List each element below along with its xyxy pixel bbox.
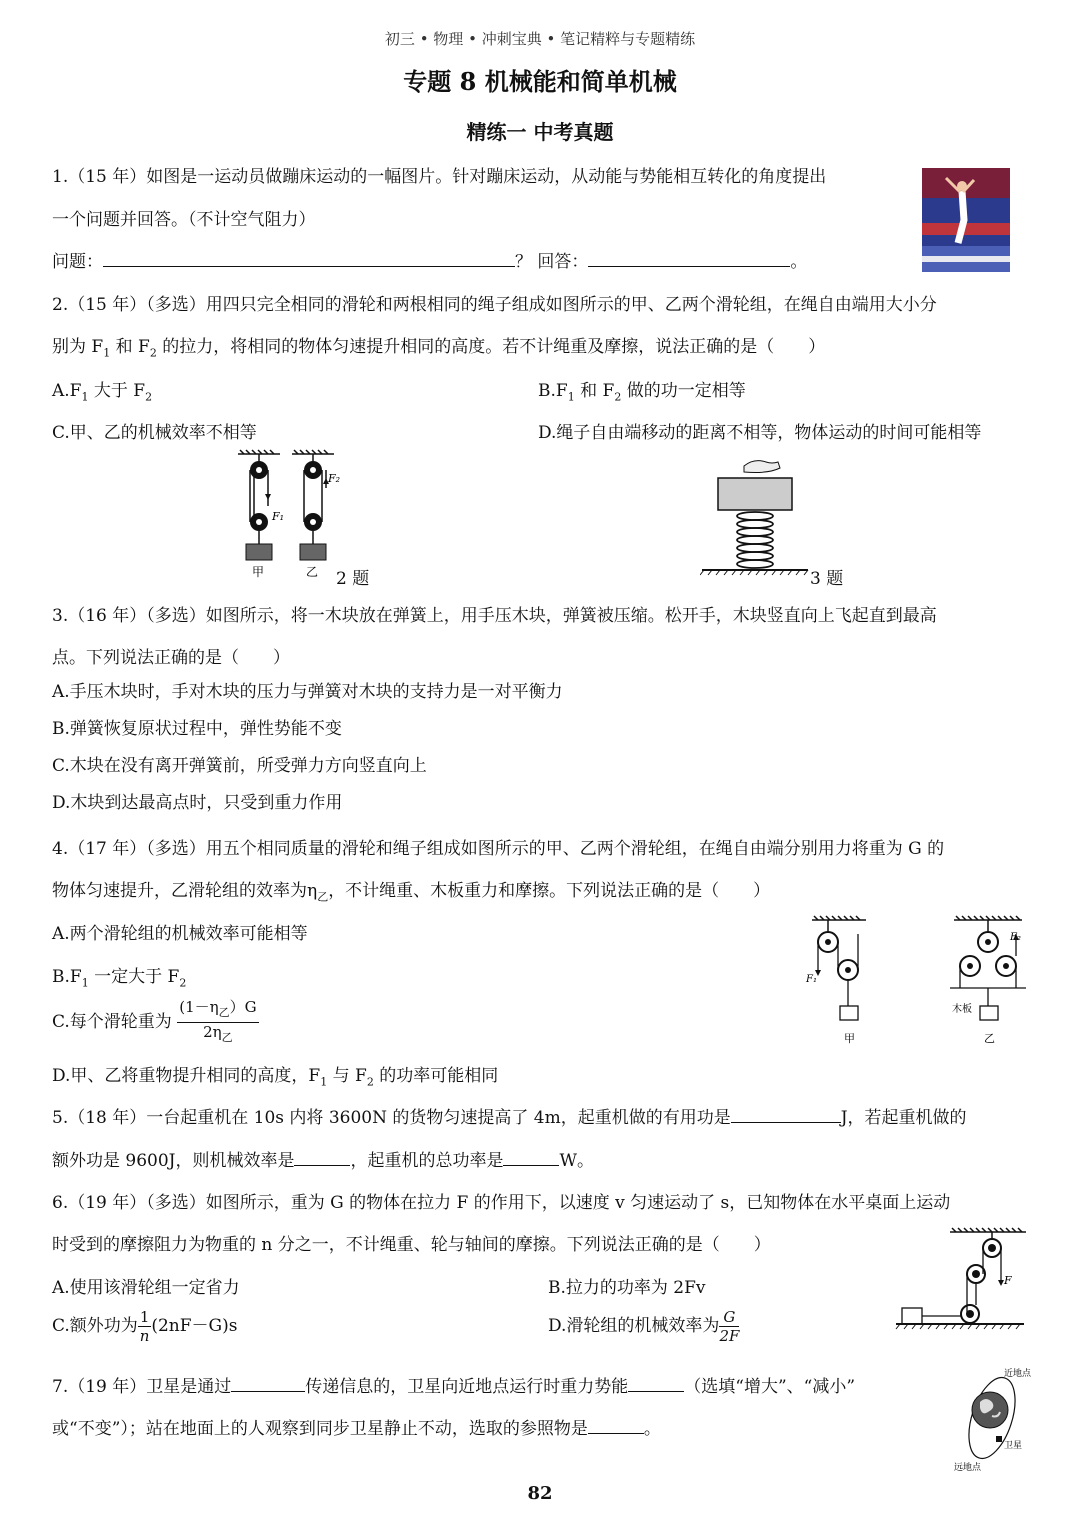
q6-c-expr: (2nF－G)s — [151, 1316, 238, 1336]
q2-b-text: B.F — [538, 381, 568, 401]
q2-text-a: 别为 F — [52, 337, 104, 357]
q4-b-sub2: 2 — [179, 976, 187, 990]
q5-text-c: 额外功是 9600J，则机械效率是 — [52, 1151, 295, 1171]
q3-wood-block — [718, 478, 792, 510]
q2-a-text-b: 大于 F — [88, 381, 146, 401]
q6-d-num: G — [719, 1308, 739, 1327]
q2-b-sub2: 2 — [614, 390, 622, 404]
q7-text-b: 传递信息的，卫星向近地点运行时重力势能 — [305, 1377, 629, 1397]
q5-text-a: 5.（18 年）一台起重机在 10s 内将 3600N 的货物匀速提高了 4m，起重机做的有用功是 — [52, 1108, 731, 1128]
q6-line2: 时受到的摩擦阻力为物重的 n 分之一，不计绳重、轮与轴间的摩擦。下列说法正确的是（ ） — [52, 1235, 771, 1255]
q5-power-blank[interactable] — [503, 1151, 559, 1166]
q6-fig-f: F — [1004, 1274, 1012, 1287]
q2-fig-yi: 乙 — [306, 565, 319, 579]
q1-answer-label: ？ 回答： — [515, 252, 589, 272]
q1-answer-blank[interactable] — [588, 252, 790, 267]
q6-line1: 6.（19 年）（多选）如图所示，重为 G 的物体在拉力 F 的作用下，以速度 v 匀速运动了 s，已知物体在水平桌面上运动 — [52, 1193, 951, 1213]
q4-d-sub2: 2 — [366, 1075, 374, 1089]
q2-option-c[interactable]: C.甲、乙的机械效率不相等 — [52, 423, 257, 443]
q4-b-sub1: 1 — [81, 976, 89, 990]
q2-option-d[interactable]: D.绳子自由端移动的距离不相等，物体运动的时间可能相等 — [538, 423, 982, 443]
q4-fig-yi: 乙 — [984, 1032, 995, 1045]
q4-d-text: D.甲、乙将重物提升相同的高度，F — [52, 1066, 321, 1086]
q6-option-a[interactable]: A.使用该滑轮组一定省力 — [52, 1278, 240, 1298]
q4-fig-jia: 甲 — [844, 1032, 855, 1045]
q6-d-text: D.滑轮组的机械效率为 — [548, 1316, 720, 1336]
q3-spring-figure — [700, 456, 810, 576]
q6-c-den: n — [139, 1327, 150, 1345]
q4-line1: 4.（17 年）（多选）用五个相同质量的滑轮和绳子组成如图所示的甲、乙两个滑轮组，在绳自由端分别用力将重为 G 的 — [52, 839, 945, 859]
q5-text-d: ，起重机的总功率是 — [350, 1151, 504, 1171]
q7-fig-sat: 卫星 — [1004, 1441, 1023, 1451]
q2-b-sub1: 1 — [567, 390, 575, 404]
q3-figure-caption: 3 题 — [810, 569, 844, 589]
trampoline-photo — [922, 168, 1010, 272]
q7-text-d: 或“不变”）；站在地面上的人观察到同步卫星静止不动，选取的参照物是 — [52, 1419, 588, 1439]
q2-fig-f1: F₁ — [272, 510, 285, 523]
q6-c-num: 1 — [139, 1308, 150, 1326]
q4-b-text: B.F — [52, 967, 82, 987]
q4-fig-muban: 木板 — [952, 1004, 972, 1015]
q4-option-a[interactable]: A.两个滑轮组的机械效率可能相等 — [52, 924, 308, 944]
q4-d-sub1: 1 — [320, 1075, 328, 1089]
q4-c-num-b: ）G — [229, 998, 257, 1016]
q3-line1: 3.（16 年）（多选）如图所示，将一木块放在弹簧上，用手压木块，弹簧被压缩。松开手，木块竖直向上飞起直到最高 — [52, 606, 937, 626]
q6-c-fraction — [138, 1308, 152, 1345]
q4-d-text-b: 与 F — [327, 1066, 367, 1086]
q1-answer-line — [52, 247, 807, 272]
q4-text-b: ，不计绳重、木板重力和摩擦。下列说法正确的是（ ） — [328, 881, 771, 901]
section-subtitle: 精练一 中考真题 — [466, 120, 614, 144]
q1-line2: 一个问题并回答。（不计空气阻力） — [52, 210, 316, 230]
q3-option-a[interactable]: A.手压木块时，手对木块的压力与弹簧对木块的支持力是一对平衡力 — [52, 682, 563, 702]
q4-fig-f2: F₂ — [1010, 932, 1021, 943]
q2-pulley-figure — [228, 448, 348, 580]
q2-figure-caption: 2 题 — [336, 569, 370, 589]
q2-b-text-c: 做的功一定相等 — [621, 381, 746, 401]
q6-option-c[interactable] — [52, 1308, 238, 1345]
satellite-icon — [996, 1436, 1002, 1442]
q4-c-den-sub: 乙 — [221, 1031, 233, 1044]
q4-c-fraction — [177, 998, 258, 1047]
q4-fig-f1: F₁ — [806, 974, 817, 985]
q2-option-a[interactable] — [52, 376, 152, 403]
q7-reference-blank[interactable] — [588, 1419, 644, 1434]
q6-c-text: C.额外功为 — [52, 1316, 138, 1336]
q2-fig-f2: F₂ — [328, 472, 341, 485]
q1-question-blank[interactable] — [103, 252, 515, 267]
q5-efficiency-blank[interactable] — [294, 1151, 350, 1166]
q4-d-text-c: 的功率可能相同 — [373, 1066, 499, 1086]
q6-d-den: 2F — [719, 1327, 740, 1345]
q4-eta-sub: 乙 — [317, 890, 329, 904]
page-title: 专题 8 机械能和简单机械 — [403, 67, 677, 96]
q7-medium-blank[interactable] — [231, 1377, 305, 1392]
q6-d-fraction — [719, 1308, 739, 1345]
q2-a-sub2: 2 — [145, 390, 153, 404]
q2-sub2: 2 — [149, 346, 157, 360]
q6-pulley-figure — [894, 1226, 1030, 1332]
q2-text-b: 和 F — [110, 337, 150, 357]
q4-option-d[interactable] — [52, 1061, 498, 1088]
q2-option-b[interactable] — [538, 376, 746, 403]
q7-potential-energy-blank[interactable] — [628, 1377, 684, 1392]
q3-spring — [737, 512, 773, 568]
q7-fig-near: 近地点 — [1004, 1369, 1032, 1379]
q3-option-d[interactable]: D.木块到达最高点时，只受到重力作用 — [52, 793, 343, 813]
q3-line2: 点。下列说法正确的是（ ） — [52, 648, 290, 668]
q4-c-num: (1－η — [179, 998, 219, 1016]
q1-line1: 1.（15 年）如图是一运动员做蹦床运动的一幅图片。针对蹦床运动，从动能与势能相互转化的角度提出 — [52, 167, 827, 187]
q1-end: 。 — [790, 252, 808, 272]
q5-text-b: J，若起重机做的 — [840, 1108, 967, 1128]
q3-option-c[interactable]: C.木块在没有离开弹簧前，所受弹力方向竖直向上 — [52, 756, 427, 776]
q2-a-text: A.F — [52, 381, 82, 401]
q1-ask-label: 问题： — [52, 252, 103, 272]
q2-line1: 2.（15 年）（多选）用四只完全相同的滑轮和两根相同的绳子组成如图所示的甲、乙两个滑轮组，在绳自由端用大小分 — [52, 295, 937, 315]
q4-option-c[interactable] — [52, 998, 259, 1047]
q6-option-b[interactable]: B.拉力的功率为 2Fv — [548, 1278, 706, 1298]
q2-fig-jia: 甲 — [252, 565, 265, 579]
q2-b-text-b: 和 F — [574, 381, 615, 401]
q4-text-a: 物体匀速提升，乙滑轮组的效率为η — [52, 881, 318, 901]
q5-text-e: W。 — [559, 1151, 594, 1171]
page-number: 82 — [527, 1483, 553, 1504]
q4-pulley-figure — [800, 914, 1030, 1048]
running-header: 初三 • 物理 • 冲刺宝典 • 笔记精粹与专题精练 — [384, 30, 696, 48]
q7-text-a: 7.（19 年）卫星是通过 — [52, 1377, 232, 1397]
q4-b-text-b: 一定大于 F — [88, 967, 180, 987]
q5-line2 — [52, 1146, 594, 1171]
q2-text-c: 的拉力，将相同的物体匀速提升相同的高度。若不计绳重及摩擦，说法正确的是（ ） — [156, 337, 826, 357]
q4-c-num-sub: 乙 — [218, 1006, 230, 1019]
q7-line1 — [52, 1372, 855, 1397]
q2-sub1: 1 — [103, 346, 111, 360]
q2-a-sub1: 1 — [81, 390, 89, 404]
q4-line2 — [52, 876, 770, 904]
q6-option-d[interactable] — [548, 1308, 739, 1345]
q5-line1 — [52, 1103, 967, 1128]
q2-line2 — [52, 332, 825, 359]
q7-line2 — [52, 1414, 661, 1439]
q7-text-c: （选填“增大”、“减小” — [684, 1377, 856, 1397]
q7-satellite-figure — [944, 1366, 1034, 1472]
q4-option-b[interactable] — [52, 962, 186, 989]
q7-fig-far: 远地点 — [954, 1463, 982, 1472]
q7-text-e: 。 — [643, 1419, 661, 1439]
q4-c-den: 2η — [203, 1023, 222, 1041]
q3-option-b[interactable]: B.弹簧恢复原状过程中，弹性势能不变 — [52, 719, 342, 739]
q5-useful-work-blank[interactable] — [731, 1108, 841, 1123]
q4-c-text: C.每个滑轮重为 — [52, 1012, 172, 1032]
